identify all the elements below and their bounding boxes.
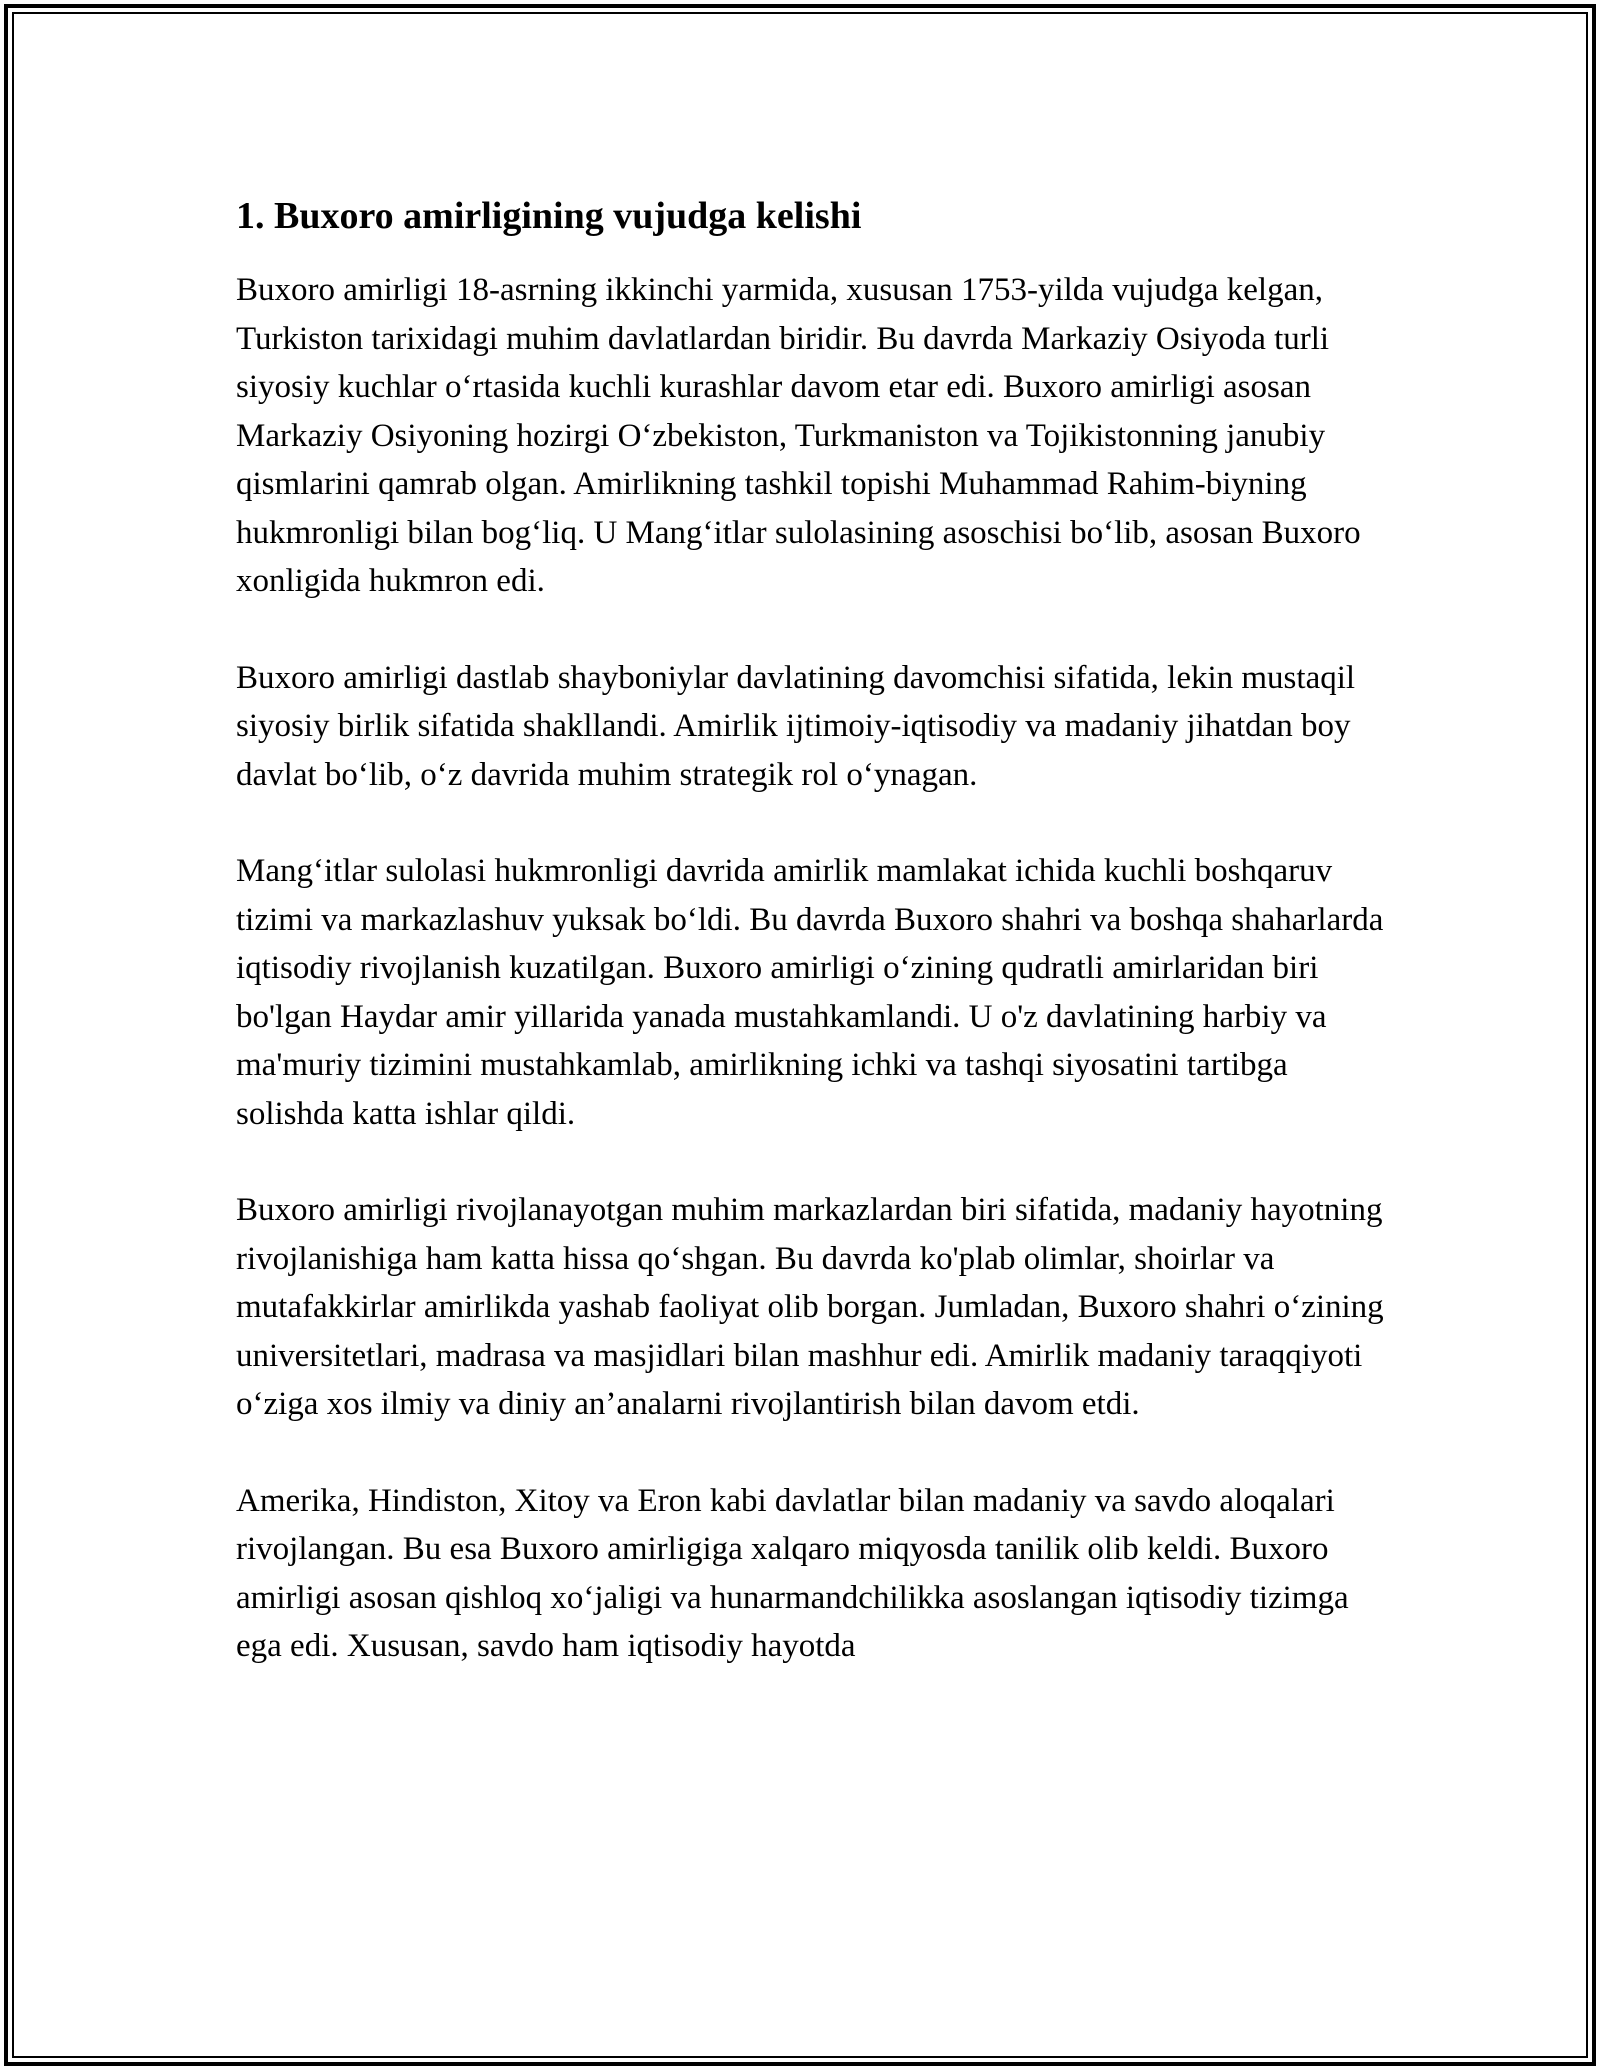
document-body xyxy=(236,190,1386,1719)
paragraph-5: Amerika, Hindiston, Xitoy va Eron kabi davlatlar bilan madaniy va savdo aloqalari rivojlangan. Bu esa Buxoro amirligiga xalqaro miqyosda tanilik olib keldi. Buxoro amirligi asosan qishloq xo‘jaligi va hunarmandchilikka asoslangan iqtisodiy tizimga ega edi. Xususan, savdo ham iqtisodiy hayotda xyxy=(236,1482,1349,1664)
section-heading: 1. Buxoro amirligining vujudga kelishi xyxy=(236,195,862,237)
paragraph-3: Mang‘itlar sulolasi hukmronligi davrida amirlik mamlakat ichida kuchli boshqaruv tizimi va markazlashuv yuksak bo‘ldi. Bu davrda Buxoro shahri va boshqa shaharlarda iqtisodiy rivojlanish kuzatilgan. Buxoro amirligi o‘zining qudratli amirlaridan biri bo'lgan Haydar amir yillarida yanada mustahkamlandi. U o'z davlatining harbiy va ma'muriy tizimini mustahkamlab, amirlikning ichki va tashqi siyosatini tartibga solishda katta ishlar qildi. xyxy=(236,853,1384,1132)
paragraph-2: Buxoro amirligi dastlab shayboniylar davlatining davomchisi sifatida, lekin mustaqil siyosiy birlik sifatida shakllandi. Amirlik ijtimoiy-iqtisodiy va madaniy jihatdan boy davlat bo‘lib, o‘z davrida muhim strategik rol o‘ynagan. xyxy=(236,659,1356,793)
paragraph-1: Buxoro amirligi 18-asrning ikkinchi yarmida, xususan 1753-yilda vujudga kelgan, Turkiston tarixidagi muhim davlatlardan biridir. Bu davrda Markaziy Osiyoda turli siyosiy kuchlar o‘rtasida kuchli kurashlar davom etar edi. Buxoro amirligi asosan Markaziy Osiyoning hozirgi O‘zbekiston, Turkmaniston va Tojikistonning janubiy qismlarini qamrab olgan. Amirlikning tashkil topishi Muhammad Rahim-biyning hukmronligi bilan bog‘liq. U Mang‘itlar sulolasining asoschisi bo‘lib, asosan Buxoro xonligida hukmron edi. xyxy=(236,272,1361,599)
paragraph-4: Buxoro amirligi rivojlanayotgan muhim markazlardan biri sifatida, madaniy hayotning rivojlanishiga ham katta hissa qo‘shgan. Bu davrda ko'plab olimlar, shoirlar va mutafakkirlar amirlikda yashab faoliyat olib borgan. Jumladan, Buxoro shahri o‘zining universitetlari, madrasa va masjidlari bilan mashhur edi. Amirlik madaniy taraqqiyoti o‘ziga xos ilmiy va diniy an’analarni rivojlantirish bilan davom etdi. xyxy=(236,1192,1384,1422)
